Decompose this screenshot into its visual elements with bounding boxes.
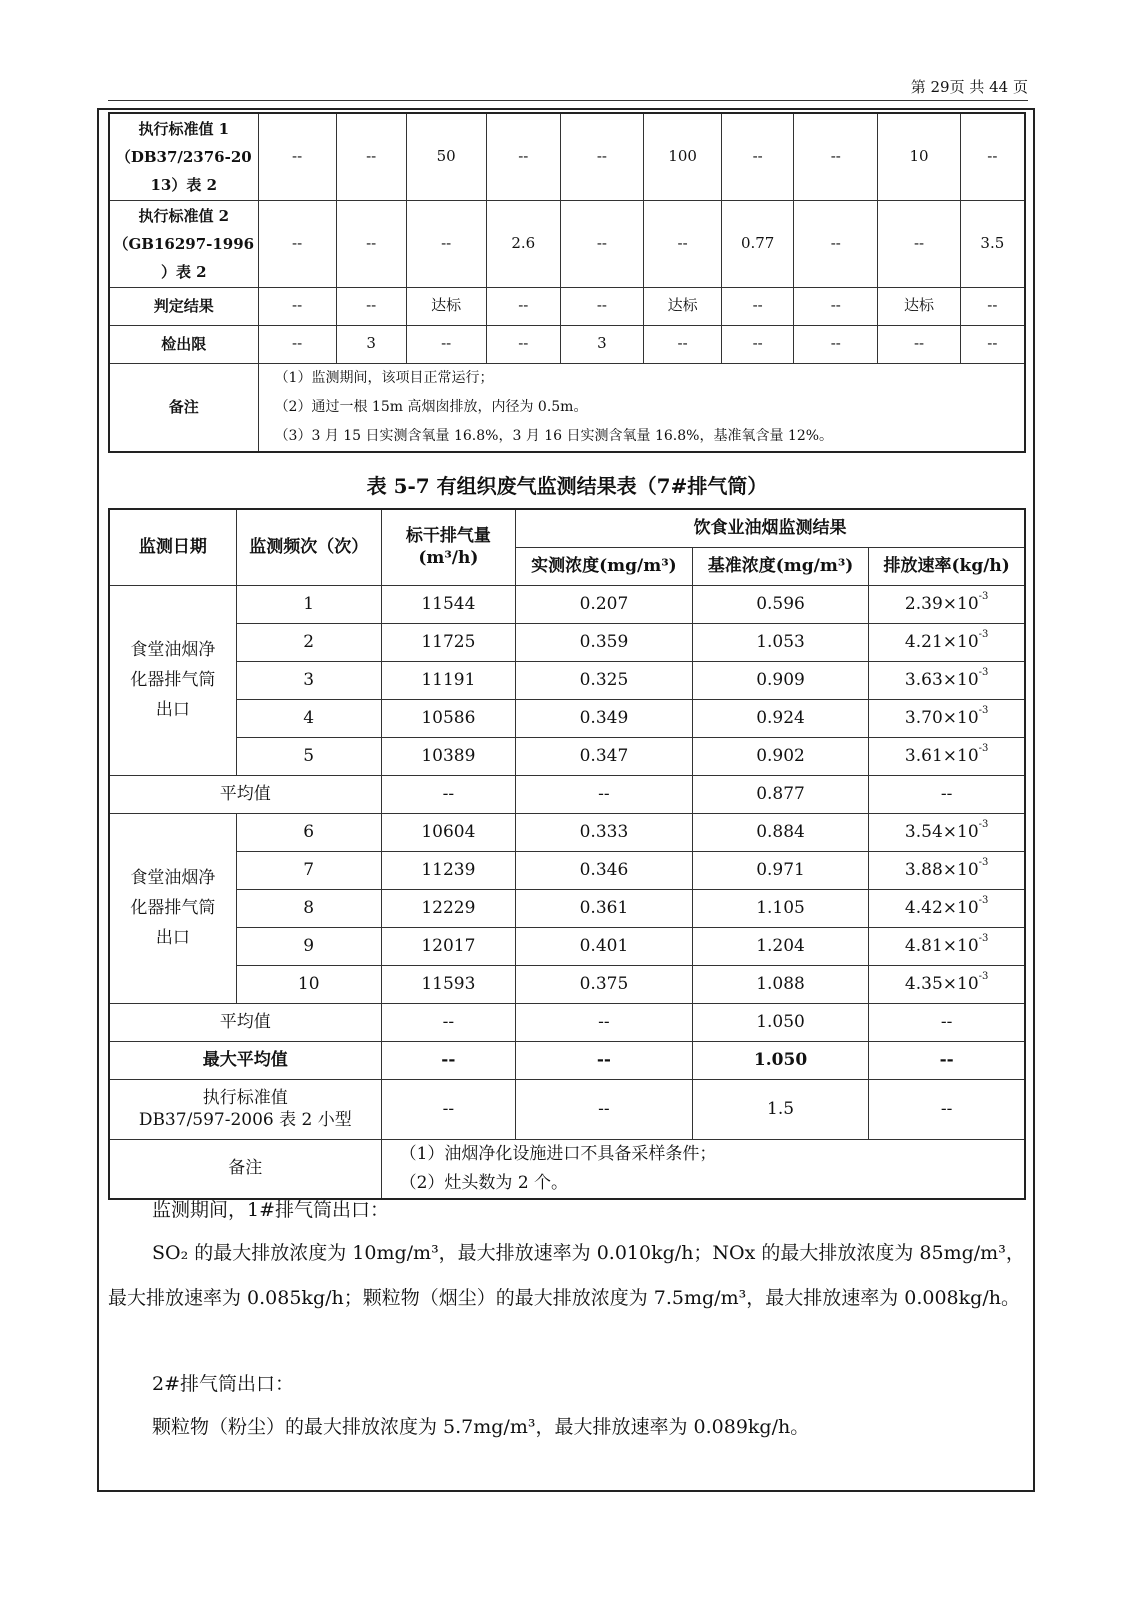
page-header (108, 76, 1028, 101)
table-cell: -- (406, 200, 486, 287)
rate-exponent: -3 (978, 666, 989, 678)
measured-cell: 0.401 (516, 927, 693, 965)
header-flow-unit: (m³/h) (418, 548, 479, 569)
max-average-rate: -- (869, 1041, 1025, 1079)
table-cell: -- (486, 325, 560, 363)
header-group: 饮食业油烟监测结果 (516, 509, 1025, 547)
average-baseline: 1.050 (692, 1003, 869, 1041)
standard-measured: -- (516, 1079, 693, 1139)
table-row (109, 927, 1025, 965)
rate-exponent: -3 (978, 818, 989, 830)
rate-cell (869, 851, 1025, 889)
paragraph-2: SO₂ 的最大排放浓度为 10mg/m³，最大排放速率为 0.010kg/h；NOx 的最大排放浓度为 85mg/m³，最大排放速率为 0.085kg/h；颗粒物（烟尘）的最大排放浓度为 7.5mg/m³，最大排放速率为 0.008kg/h。 (108, 1242, 1025, 1309)
table-cell: 50 (406, 113, 486, 200)
table-row (109, 737, 1025, 775)
note-line: （1）监测期间，该项目正常运行； (274, 369, 494, 386)
rate-base: 3.70×10 (904, 707, 979, 728)
table-row (109, 813, 1025, 851)
note-line: （1）油烟净化设施进口不具备采样条件； (399, 1143, 717, 1164)
measured-cell: 0.207 (516, 585, 693, 623)
measured-cell: 0.359 (516, 623, 693, 661)
baseline-cell: 1.204 (692, 927, 869, 965)
paragraph-1-text: 监测期间，1#排气筒出口： (152, 1199, 390, 1221)
rate-cell (869, 699, 1025, 737)
flow-cell: 10604 (381, 813, 516, 851)
average-row (109, 775, 1025, 813)
table-row (109, 623, 1025, 661)
table-caption: 表 5-7 有组织废气监测结果表（7#排气筒） (366, 474, 768, 498)
table-cell: -- (336, 113, 406, 200)
baseline-cell: 1.105 (692, 889, 869, 927)
rate-exponent: -3 (978, 970, 989, 982)
average-rate: -- (869, 1003, 1025, 1041)
flow-cell: 11544 (381, 585, 516, 623)
standard-rate: -- (869, 1079, 1025, 1139)
measured-cell: 0.349 (516, 699, 693, 737)
rate-exponent: -3 (978, 894, 989, 906)
table-cell: -- (878, 200, 960, 287)
rate-cell (869, 661, 1025, 699)
measured-cell: 0.361 (516, 889, 693, 927)
table-row (109, 325, 1025, 363)
rate-cell (869, 737, 1025, 775)
table-cell: -- (258, 287, 336, 325)
rate-base: 3.88×10 (904, 859, 979, 880)
table-row (109, 113, 1025, 200)
max-average-flow: -- (381, 1041, 516, 1079)
table-cell: -- (794, 325, 878, 363)
table-cell: 达标 (644, 287, 722, 325)
rate-base: 2.39×10 (904, 593, 979, 614)
table-cell: -- (486, 113, 560, 200)
max-average-baseline: 1.050 (692, 1041, 869, 1079)
table-cell: -- (960, 325, 1025, 363)
note-line: （2）通过一根 15m 高烟囱排放，内径为 0.5m。 (274, 398, 588, 415)
baseline-cell: 1.053 (692, 623, 869, 661)
frequency-cell: 6 (236, 813, 381, 851)
standards-table (108, 112, 1026, 453)
note-line: （3）3 月 15 日实测含氧量 16.8%，3 月 16 日实测含氧量 16.8%，基准氧含量 12%。 (274, 427, 834, 444)
flow-cell: 10389 (381, 737, 516, 775)
paragraph-1 (108, 1188, 1026, 1233)
note-line: （2）灶头数为 2 个。 (399, 1172, 569, 1193)
header-flow-label: 标干排气量 (405, 526, 491, 547)
average-measured: -- (516, 1003, 693, 1041)
location-cell-line: 出口 (155, 700, 190, 720)
average-flow: -- (381, 1003, 516, 1041)
average-row (109, 1003, 1025, 1041)
header-baseline: 基准浓度(mg/m³) (692, 547, 869, 585)
flow-cell: 10586 (381, 699, 516, 737)
table-row (109, 661, 1025, 699)
table-cell: 3 (560, 325, 643, 363)
standard-label (109, 1079, 381, 1139)
notes-label: 备注 (109, 1139, 381, 1199)
rate-base: 3.54×10 (904, 821, 979, 842)
max-average-measured: -- (516, 1041, 693, 1079)
measured-cell: 0.325 (516, 661, 693, 699)
baseline-cell: 0.971 (692, 851, 869, 889)
table-cell: -- (960, 287, 1025, 325)
row-label: 检出限 (109, 325, 258, 363)
header-row (109, 509, 1025, 547)
baseline-cell: 0.884 (692, 813, 869, 851)
row-label-line: 执行标准值 1 (138, 119, 230, 138)
average-measured: -- (516, 775, 693, 813)
frequency-cell: 9 (236, 927, 381, 965)
measured-cell: 0.346 (516, 851, 693, 889)
table-cell: -- (644, 325, 722, 363)
measured-cell: 0.375 (516, 965, 693, 1003)
table-cell: -- (644, 200, 722, 287)
flow-cell: 12229 (381, 889, 516, 927)
table-cell: 3.5 (960, 200, 1025, 287)
rate-base: 4.35×10 (904, 973, 979, 994)
header-frequency: 监测频次（次） (236, 509, 381, 585)
table-row (109, 699, 1025, 737)
table-cell: -- (560, 113, 643, 200)
rate-cell (869, 623, 1025, 661)
table-cell: -- (722, 325, 794, 363)
table-cell: -- (722, 287, 794, 325)
frequency-cell: 3 (236, 661, 381, 699)
row-label-line: 执行标准值 2 (138, 206, 230, 225)
rate-exponent: -3 (978, 628, 989, 640)
row-label (109, 113, 258, 200)
table-cell: -- (794, 113, 878, 200)
table-cell: -- (336, 287, 406, 325)
notes-cell (258, 363, 1025, 452)
standard-label-line: 执行标准值 (202, 1087, 288, 1108)
location-cell-line: 化器排气筒 (130, 898, 216, 918)
table-cell: -- (960, 113, 1025, 200)
baseline-cell: 0.924 (692, 699, 869, 737)
location-cell-line: 出口 (155, 928, 190, 948)
table-row (109, 965, 1025, 1003)
average-baseline: 0.877 (692, 775, 869, 813)
row-label (109, 200, 258, 287)
frequency-cell: 7 (236, 851, 381, 889)
table-cell: -- (794, 200, 878, 287)
notes-label: 备注 (109, 363, 258, 452)
table-cell: -- (560, 287, 643, 325)
fume-monitoring-table (108, 508, 1026, 1200)
location-cell-line: 食堂油烟净 (130, 640, 216, 660)
row-label-line: 13）表 2 (150, 175, 218, 194)
rate-exponent: -3 (978, 932, 989, 944)
rate-cell (869, 889, 1025, 927)
table-cell: -- (560, 200, 643, 287)
table-row (109, 200, 1025, 287)
standard-label-line: DB37/597-2006 表 2 小型 (138, 1110, 352, 1130)
location-cell-line: 化器排气筒 (130, 670, 216, 690)
frequency-cell: 4 (236, 699, 381, 737)
header-flow (381, 509, 516, 585)
rate-exponent: -3 (978, 704, 989, 716)
baseline-cell: 0.596 (692, 585, 869, 623)
flow-cell: 11239 (381, 851, 516, 889)
location-cell (109, 813, 236, 1003)
flow-cell: 11725 (381, 623, 516, 661)
frequency-cell: 1 (236, 585, 381, 623)
table-row (109, 889, 1025, 927)
average-flow: -- (381, 775, 516, 813)
rate-base: 3.63×10 (904, 669, 979, 690)
table-row (109, 851, 1025, 889)
table-cell: -- (336, 200, 406, 287)
frequency-cell: 5 (236, 737, 381, 775)
location-cell-line: 食堂油烟净 (130, 868, 216, 888)
rate-exponent: -3 (978, 856, 989, 868)
average-rate: -- (869, 775, 1025, 813)
frequency-cell: 2 (236, 623, 381, 661)
table-cell: 3 (336, 325, 406, 363)
baseline-cell: 0.909 (692, 661, 869, 699)
standard-baseline: 1.5 (692, 1079, 869, 1139)
rate-base: 4.42×10 (904, 897, 979, 918)
table-cell: -- (486, 287, 560, 325)
table-cell: -- (258, 200, 336, 287)
table-cell: -- (722, 113, 794, 200)
table-cell: 达标 (878, 287, 960, 325)
header-measured: 实测浓度(mg/m³) (516, 547, 693, 585)
table-cell: -- (878, 325, 960, 363)
page-number: 第 29页 共 44 页 (910, 78, 1028, 96)
paragraph-3: 2#排气筒出口： (152, 1373, 295, 1395)
table-cell: -- (794, 287, 878, 325)
rate-base: 4.81×10 (904, 935, 979, 956)
frequency-cell: 10 (236, 965, 381, 1003)
baseline-cell: 0.902 (692, 737, 869, 775)
header-rate: 排放速率(kg/h) (869, 547, 1025, 585)
table-cell: -- (258, 113, 336, 200)
table-row (109, 287, 1025, 325)
location-cell (109, 585, 236, 775)
rate-cell (869, 927, 1025, 965)
flow-cell: 11593 (381, 965, 516, 1003)
standard-flow: -- (381, 1079, 516, 1139)
notes-row (109, 363, 1025, 452)
row-label: 判定结果 (109, 287, 258, 325)
rate-cell (869, 813, 1025, 851)
row-label-line: （DB37/2376-20 (115, 147, 252, 166)
table-cell: -- (258, 325, 336, 363)
rate-exponent: -3 (978, 742, 989, 754)
rate-cell (869, 965, 1025, 1003)
measured-cell: 0.347 (516, 737, 693, 775)
measured-cell: 0.333 (516, 813, 693, 851)
table-cell: -- (406, 325, 486, 363)
table-cell: 100 (644, 113, 722, 200)
rate-base: 3.61×10 (904, 745, 979, 766)
row-label-line: （GB16297-1996 (113, 234, 255, 253)
average-label: 平均值 (109, 1003, 381, 1041)
table-cell: 2.6 (486, 200, 560, 287)
paragraph-4: 颗粒物（粉尘）的最大排放浓度为 5.7mg/m³，最大排放速率为 0.089kg/h。 (152, 1416, 810, 1438)
max-average-row (109, 1041, 1025, 1079)
average-label: 平均值 (109, 775, 381, 813)
frequency-cell: 8 (236, 889, 381, 927)
flow-cell: 11191 (381, 661, 516, 699)
table-cell: 达标 (406, 287, 486, 325)
header-date: 监测日期 (109, 509, 236, 585)
rate-base: 4.21×10 (904, 631, 979, 652)
flow-cell: 12017 (381, 927, 516, 965)
table-cell: 10 (878, 113, 960, 200)
row-label-line: ）表 2 (160, 262, 207, 281)
standard-row (109, 1079, 1025, 1139)
table-row (109, 585, 1025, 623)
rate-cell (869, 585, 1025, 623)
table-cell: 0.77 (722, 200, 794, 287)
baseline-cell: 1.088 (692, 965, 869, 1003)
rate-exponent: -3 (978, 590, 989, 602)
max-average-label: 最大平均值 (109, 1041, 381, 1079)
